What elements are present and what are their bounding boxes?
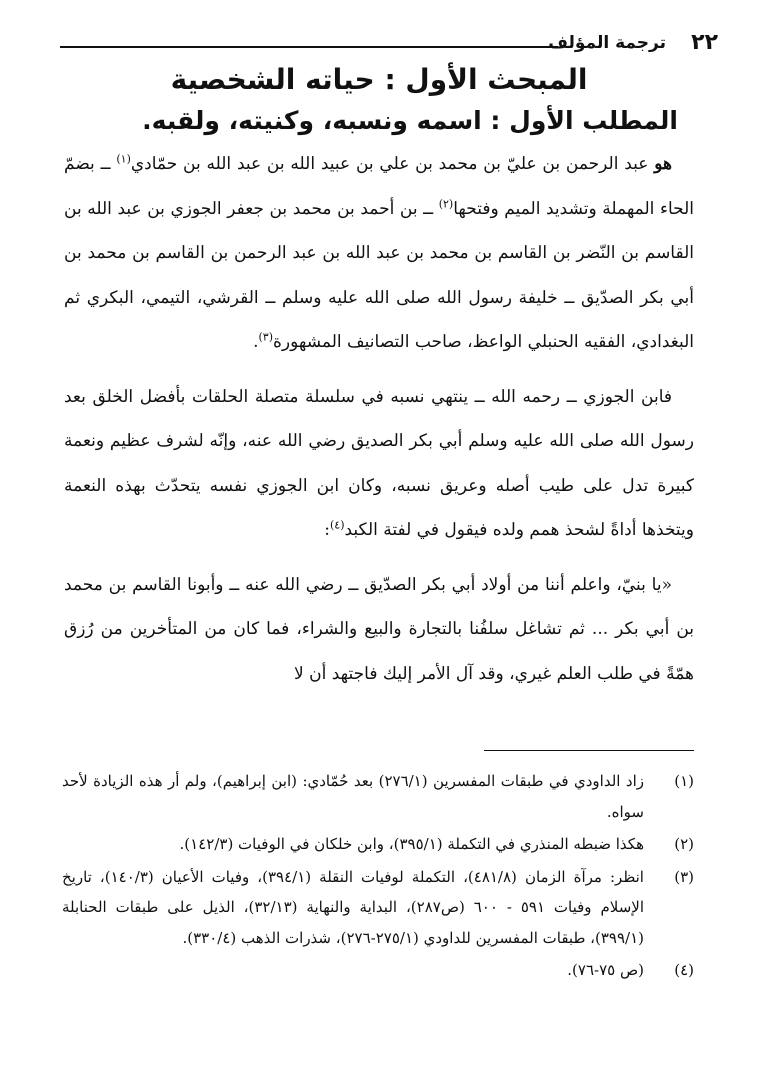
footnote-4 — [62, 955, 694, 986]
page-number: ٢٢ — [691, 30, 718, 55]
footnote-number: (١) — [674, 772, 694, 790]
section-heading: المبحث الأول : حياته الشخصية — [170, 63, 588, 96]
footnote-ref-1[interactable]: (١) — [116, 152, 131, 166]
footnote-text: انظر: مرآة الزمان (٤٨١/٨)، التكملة لوفيات النقلة (٣٩٤/١)، وفيات الأعيان (١٤٠/٣)، تاريخ الإسلام وفيات ٥٩١ - ٦٠٠ (ص٢٨٧)، البداية والنهاية (٣٢/١٣)، الذيل على طبقات الحنابلة (٣٩٩/١)، طبقات المفسرين للداودي (٢٧٥/١-٢٧٦)، شذرات الذهب (٣٣٠/٤). — [62, 867, 644, 947]
footnote-number: (٣) — [674, 867, 694, 886]
footnote-ref-3[interactable]: (٣) — [258, 330, 274, 344]
paragraph-honor — [64, 375, 694, 553]
paragraph-quote: «يا بنيّ، واعلم أننا من أولاد أبي بكر الصدّيق ــ رضي الله عنه ــ وأبونا القاسم بن محمد بن أبي بكر ... ثم تشاغل سلفُنا بالتجارة والبيع والشراء، فما كان من المتأخرين من رُزق همّةً في طلب العلم غيري، وقد آل الأمر إليك فاجتهد أن لا — [64, 574, 694, 684]
footnote-text: زاد الداودي في طبقات المفسرين (٢٧٦/١) بعد حُمّادي: (ابن إبراهيم)، ولم أر هذه الزيادة لأحد سواه. — [62, 772, 644, 821]
running-title: ترجمة المؤلف — [548, 33, 666, 53]
footnote-3 — [62, 862, 694, 954]
lead-word: هو — [654, 154, 672, 174]
footnote-separator — [484, 750, 694, 751]
header-rule — [60, 46, 558, 48]
footnote-text: (ص ٧٥-٧٦). — [567, 961, 644, 979]
honor-text: فابن الجوزي ــ رحمه الله ــ ينتهي نسبه في سلسلة متصلة الحلقات بأفضل الخلق بعد رسول الله صلى الله عليه وسلم أبي بكر الصديق رضي الله عنه، وإنّه لشرف عظيم ونعمة كبيرة تدل على طيب أصله وعريق نسبه، وكان ابن الجوزي نفسه يتحدّث بهذه النعمة ويتخذها أداةً لشحذ همم ولده فيقول في لفتة الكبد — [64, 386, 694, 540]
footnote-number: (٤) — [674, 961, 694, 979]
main-text — [64, 142, 694, 696]
running-header — [60, 30, 718, 56]
footnote-ref-4[interactable]: (٤) — [329, 518, 345, 532]
paragraph-lineage — [64, 142, 694, 365]
subsection-heading: المطلب الأول : اسمه ونسبه، وكنيته، ولقبه. — [142, 106, 678, 135]
footnote-2 — [62, 829, 694, 860]
honor-end: : — [324, 520, 330, 540]
footnote-number: (٢) — [674, 835, 694, 853]
lineage-end: . — [253, 332, 259, 352]
lineage-text-b: ــ بضمّ الحاء المهملة وتشديد الميم وفتحها — [64, 154, 694, 219]
footnotes — [62, 766, 694, 988]
lineage-text-c: ــ بن أحمد بن محمد بن جعفر الجوزي بن عبد الله بن القاسم بن النّضر بن القاسم بن محمد بن عبد الله بن عبد الرحمن بن القاسم بن محمد بن أبي بكر الصدّيق ــ خليفة رسول الله صلى الله عليه وسلم ــ القرشي، التيمي، البكري ثم البغدادي، الفقيه الحنبلي الواعظ، صاحب التصانيف المشهورة — [64, 198, 694, 352]
footnote-ref-2[interactable]: (٢) — [438, 196, 454, 210]
footnote-text: هكذا ضبطه المنذري في التكملة (٣٩٥/١)، وابن خلكان في الوفيات (١٤٢/٣). — [179, 835, 644, 853]
footnote-1 — [62, 766, 694, 827]
lineage-text-a: عبد الرحمن بن عليّ بن محمد بن علي بن عبيد الله بن عبد الله بن حمّادي — [130, 154, 649, 174]
